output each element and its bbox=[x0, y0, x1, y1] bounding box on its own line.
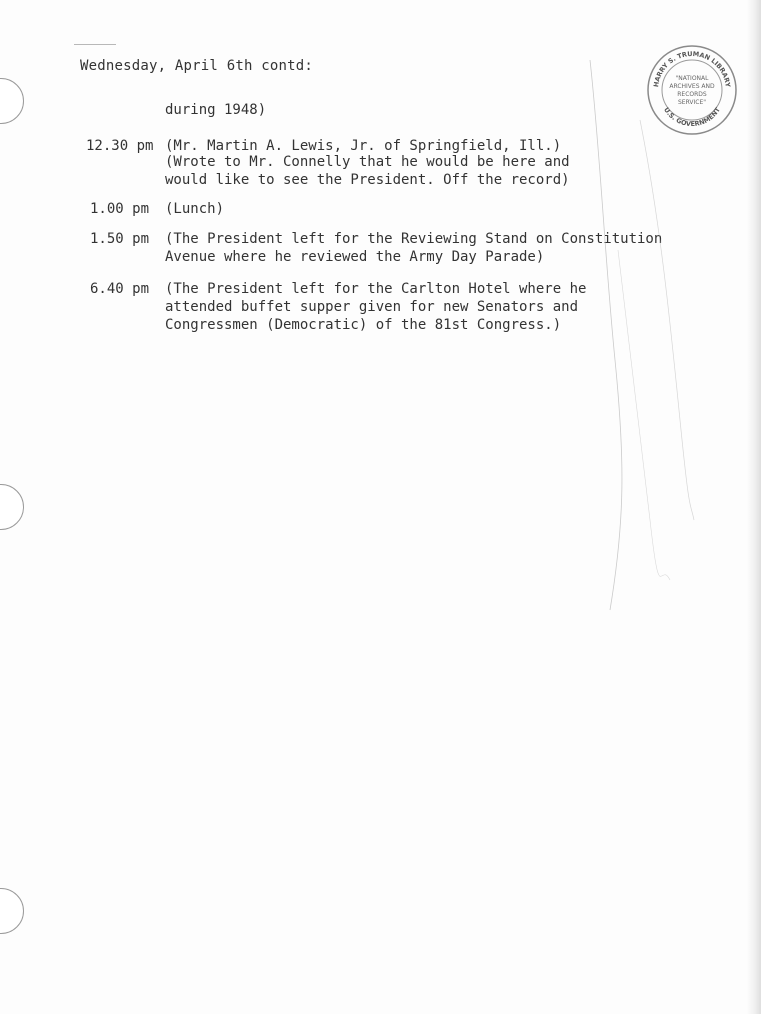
continued-text: during 1948) bbox=[165, 102, 267, 118]
page-edge-shadow bbox=[747, 0, 761, 1014]
stamp-inner-line: "NATIONAL bbox=[675, 75, 709, 82]
stamp-inner-line: SERVICE" bbox=[677, 99, 707, 106]
header-rule bbox=[74, 44, 116, 45]
entry-line: (The President left for the Carlton Hotel where he bbox=[165, 281, 587, 297]
stamp-outer-text: HARRY S. TRUMAN LIBRARY bbox=[652, 49, 732, 88]
entry-line: (Lunch) bbox=[165, 201, 225, 217]
entry-text bbox=[165, 279, 586, 335]
entry-time: 1.00 pm bbox=[90, 201, 150, 217]
stamp-outer-bottom-text: U.S. GOVERNMENT bbox=[662, 106, 722, 129]
entry-text bbox=[165, 229, 662, 267]
punch-hole-middle bbox=[0, 484, 24, 530]
entry-line: (The President left for the Reviewing Stand on Constitution bbox=[165, 231, 663, 247]
stamp-inner-line: RECORDS bbox=[677, 91, 707, 98]
entry-line: (Mr. Martin A. Lewis, Jr. of Springfield, Ill.) bbox=[165, 138, 562, 154]
entry-line: would like to see the President. Off the record) bbox=[165, 172, 570, 188]
page-header: Wednesday, April 6th contd: bbox=[80, 58, 313, 74]
entry-line: attended buffet supper given for new Senators and bbox=[165, 299, 579, 315]
punch-hole-bottom bbox=[0, 888, 24, 934]
entry-line: Avenue where he reviewed the Army Day Parade) bbox=[165, 249, 545, 265]
entry-time: 6.40 pm bbox=[90, 281, 150, 297]
stamp-inner-line: ARCHIVES AND bbox=[669, 83, 715, 90]
entry-time: 1.50 pm bbox=[90, 231, 150, 247]
entry-line: Congressmen (Democratic) of the 81st Congress.) bbox=[165, 317, 562, 333]
entry-time: 12.30 pm bbox=[86, 138, 154, 154]
archive-stamp bbox=[646, 44, 738, 136]
entry-text bbox=[165, 199, 224, 219]
entry-text bbox=[165, 136, 570, 190]
punch-hole-top bbox=[0, 78, 24, 124]
entry-line: (Wrote to Mr. Connelly that he would be here and bbox=[165, 154, 570, 170]
